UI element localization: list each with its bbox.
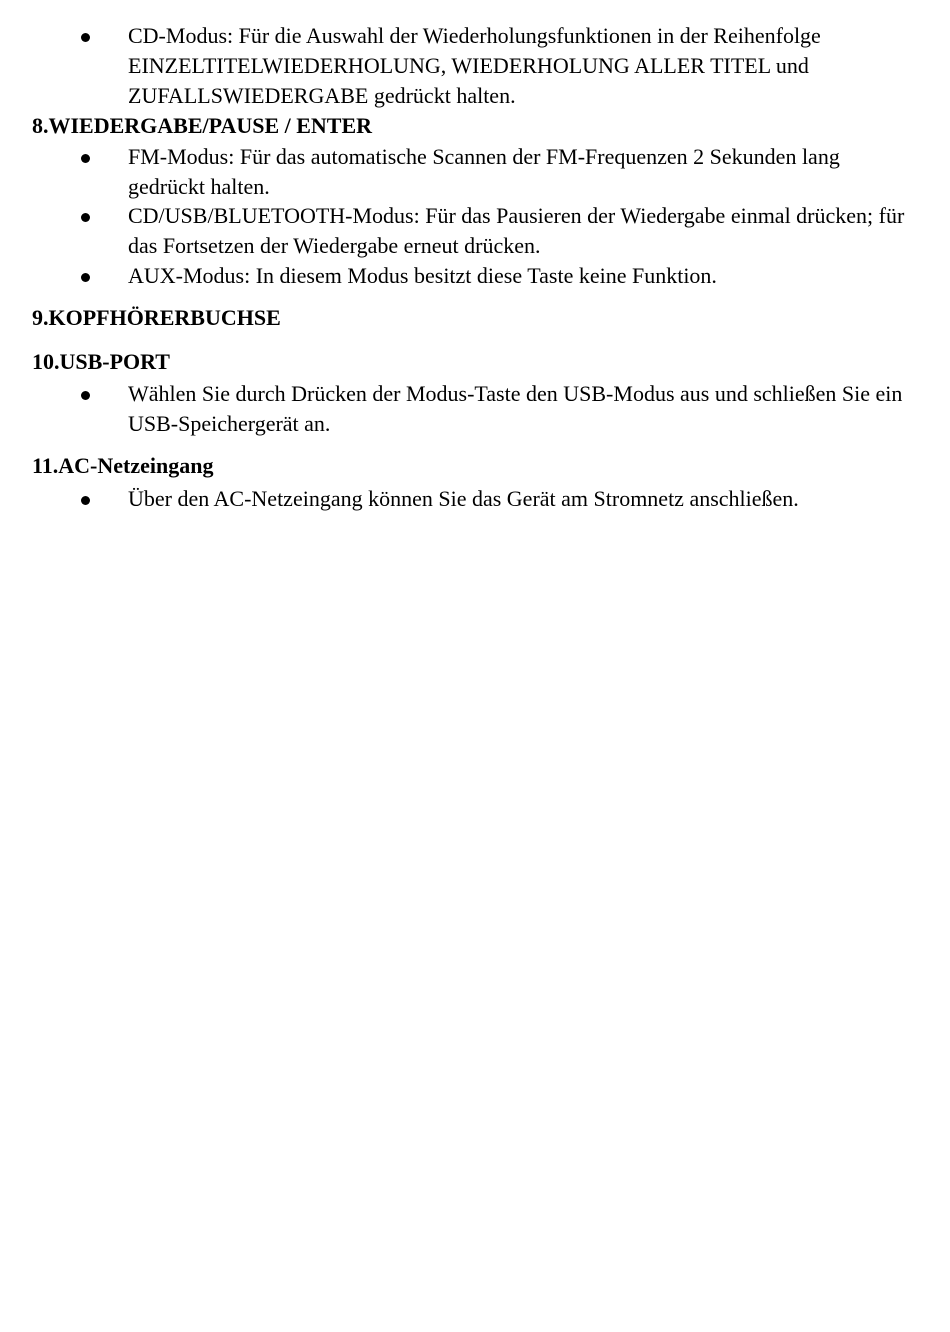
bullet-dot [81,154,90,163]
list-item-ac-netzeingang: Über den AC-Netzeingang können Sie das Gerät am Stromnetz anschließen. [128,486,799,511]
section-heading-kopfhoererbuchse: 9.KOPFHÖRERBUCHSE [32,305,281,330]
list-item-cd-usb-bluetooth-modus: CD/USB/BLUETOOTH-Modus: Für das Pausieren der Wiedergabe einmal drücken; für das Fortsetzen der Wiedergabe erneut drücken. [128,203,905,258]
bullet-dot [81,33,90,42]
list-item-aux-modus: AUX-Modus: In diesem Modus besitzt diese Taste keine Funktion. [128,263,717,288]
section-heading-ac-netzeingang: 11.AC-Netzeingang [32,453,214,478]
bullet-dot [81,213,90,222]
bullet-dot [81,391,90,400]
section-heading-wiedergabe-pause-enter: 8.WIEDERGABE/PAUSE / ENTER [32,113,373,138]
list-item-fm-modus: FM-Modus: Für das automatische Scannen der FM-Frequenzen 2 Sekunden lang gedrückt halten. [128,144,840,199]
bullet-dot [81,496,90,505]
list-item-cd-modus: CD-Modus: Für die Auswahl der Wiederholungsfunktionen in der Reihenfolge EINZELTITELWIEDERHOLUNG, WIEDERHOLUNG ALLER TITEL und ZUFALLSWIEDERGABE gedrückt halten. [128,23,821,108]
section-heading-usb-port: 10.USB-PORT [32,349,170,374]
bullet-dot [81,273,90,282]
list-item-usb-modus: Wählen Sie durch Drücken der Modus-Taste den USB-Modus aus und schließen Sie ein USB-Speichergerät an. [128,381,903,436]
